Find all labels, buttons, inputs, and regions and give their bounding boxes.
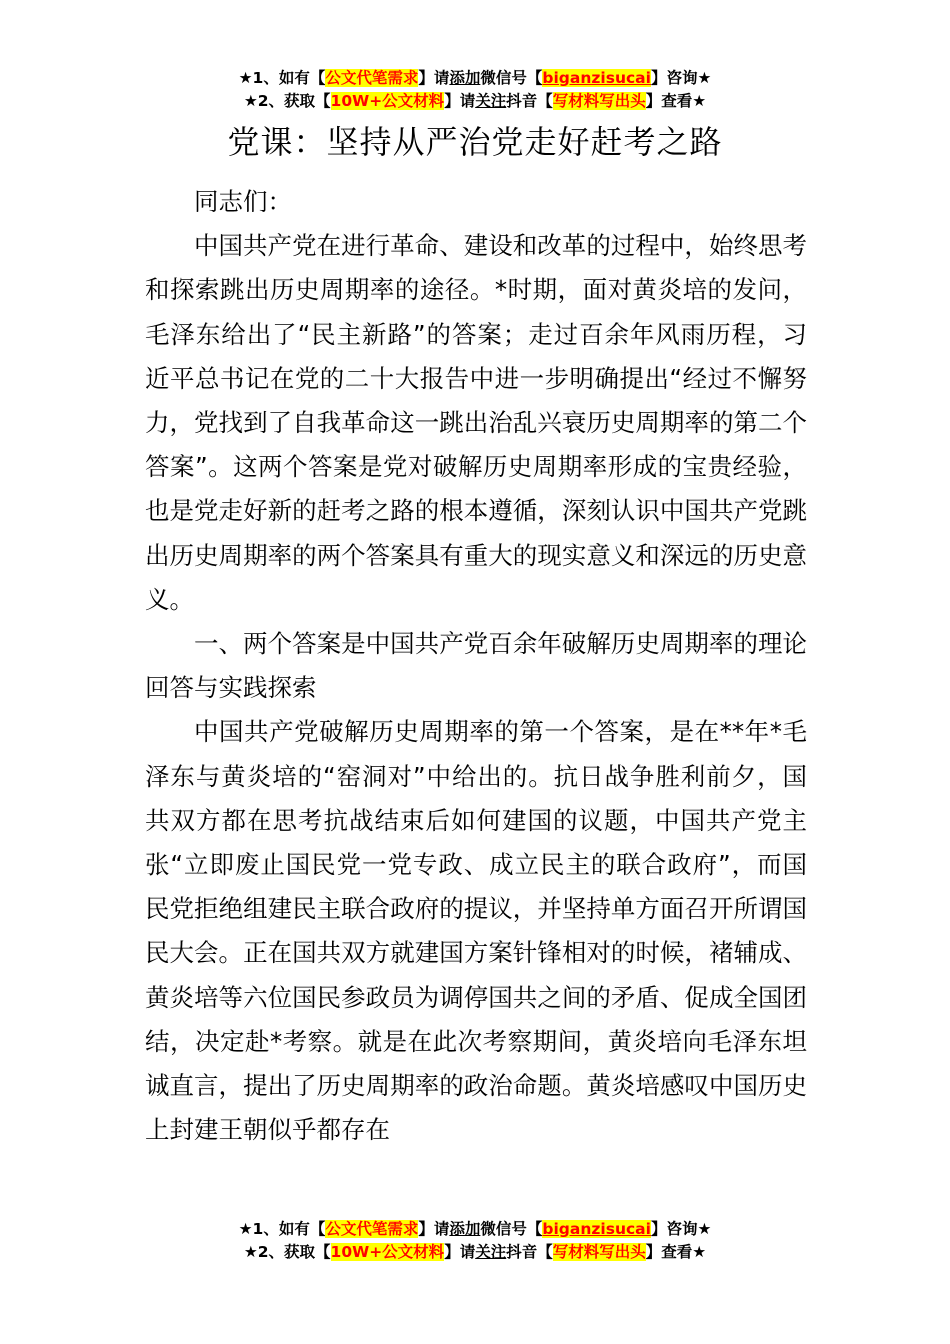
notice-text: 微信号【 bbox=[480, 69, 543, 87]
notice-text: 】请 bbox=[418, 69, 450, 87]
notice-text: 抖音【 bbox=[506, 92, 553, 110]
section-heading: 一、两个答案是中国共产党百余年破解历史周期率的理论回答与实践探索 bbox=[145, 629, 807, 703]
notice-text: 微信号【 bbox=[480, 1220, 543, 1238]
notice-highlight-service: 公文代笔需求 bbox=[325, 1220, 419, 1238]
notice-text: 】查看★ bbox=[645, 1243, 707, 1261]
notice-highlight-douyin: 写材料写出头 bbox=[552, 92, 646, 110]
body-paragraph: 中国共产党在进行革命、建设和改革的过程中，始终思考和探索跳出历史周期率的途径。*时期，面对黄炎培的发问，毛泽东给出了“民主新路”的答案；走过百余年风雨历程，习近平总书记在党的二十大报告中进一步明确提出“经过不懈努力，党找到了自我革命这一跳出治乱兴衰历史周期率的第二个答案”。这两个答案是党对破解历史周期率形成的宝贵经验，也是党走好新的赶考之路的根本遵循，深刻认识中国共产党跳出历史周期率的两个答案具有重大的现实意义和深远的历史意义。 bbox=[145, 231, 807, 614]
notice-highlight-wechat-id: biganzisucai bbox=[542, 1220, 651, 1238]
footer-notice bbox=[0, 1218, 950, 1264]
salutation: 同志们： bbox=[194, 187, 292, 216]
notice-text: ★2、获取【 bbox=[243, 92, 331, 110]
notice-text: 】请 bbox=[418, 1220, 450, 1238]
notice-underline: 添加 bbox=[449, 1220, 481, 1238]
document-body bbox=[145, 180, 807, 1152]
notice-text: ★1、如有【 bbox=[238, 69, 326, 87]
body-paragraph: 中国共产党破解历史周期率的第一个答案，是在**年*毛泽东与黄炎培的“窑洞对”中给出的。抗日战争胜利前夕，国共双方都在思考抗战结束后如何建国的议题，中国共产党主张“立即废止国民党一党专政、成立民主的联合政府”，而国民党拒绝组建民主联合政府的提议，并坚持单方面召开所谓国民大会。正在国共双方就建国方案针锋相对的时候，褚辅成、黄炎培等六位国民参政员为调停国共之间的矛盾、促成全国团结，决定赴*考察。就是在此次考察期间，黄炎培向毛泽东坦诚直言，提出了历史周期率的政治命题。黄炎培感叹中国历史上封建王朝似乎都存在 bbox=[145, 717, 807, 1145]
notice-line-2 bbox=[0, 90, 950, 113]
notice-highlight-service: 公文代笔需求 bbox=[325, 69, 419, 87]
notice-highlight-materials: 10W+公文材料 bbox=[330, 1243, 445, 1261]
notice-underline: 关注 bbox=[475, 1243, 507, 1261]
notice-line-1 bbox=[0, 1218, 950, 1241]
document-title: 党课：坚持从严治党走好赶考之路 bbox=[227, 123, 723, 161]
header-notice bbox=[0, 67, 950, 113]
notice-underline: 添加 bbox=[449, 69, 481, 87]
notice-highlight-materials: 10W+公文材料 bbox=[330, 92, 445, 110]
notice-text: ★1、如有【 bbox=[238, 1220, 326, 1238]
notice-text: 】咨询★ bbox=[650, 69, 712, 87]
notice-line-2 bbox=[0, 1241, 950, 1264]
notice-line-1 bbox=[0, 67, 950, 90]
notice-highlight-wechat-id: biganzisucai bbox=[542, 69, 651, 87]
notice-text: 】咨询★ bbox=[650, 1220, 712, 1238]
notice-text: 】请 bbox=[444, 92, 476, 110]
notice-text: ★2、获取【 bbox=[243, 1243, 331, 1261]
notice-text: 】请 bbox=[444, 1243, 476, 1261]
notice-underline: 关注 bbox=[475, 92, 507, 110]
notice-text: 抖音【 bbox=[506, 1243, 553, 1261]
notice-text: 】查看★ bbox=[645, 92, 707, 110]
notice-highlight-douyin: 写材料写出头 bbox=[552, 1243, 646, 1261]
